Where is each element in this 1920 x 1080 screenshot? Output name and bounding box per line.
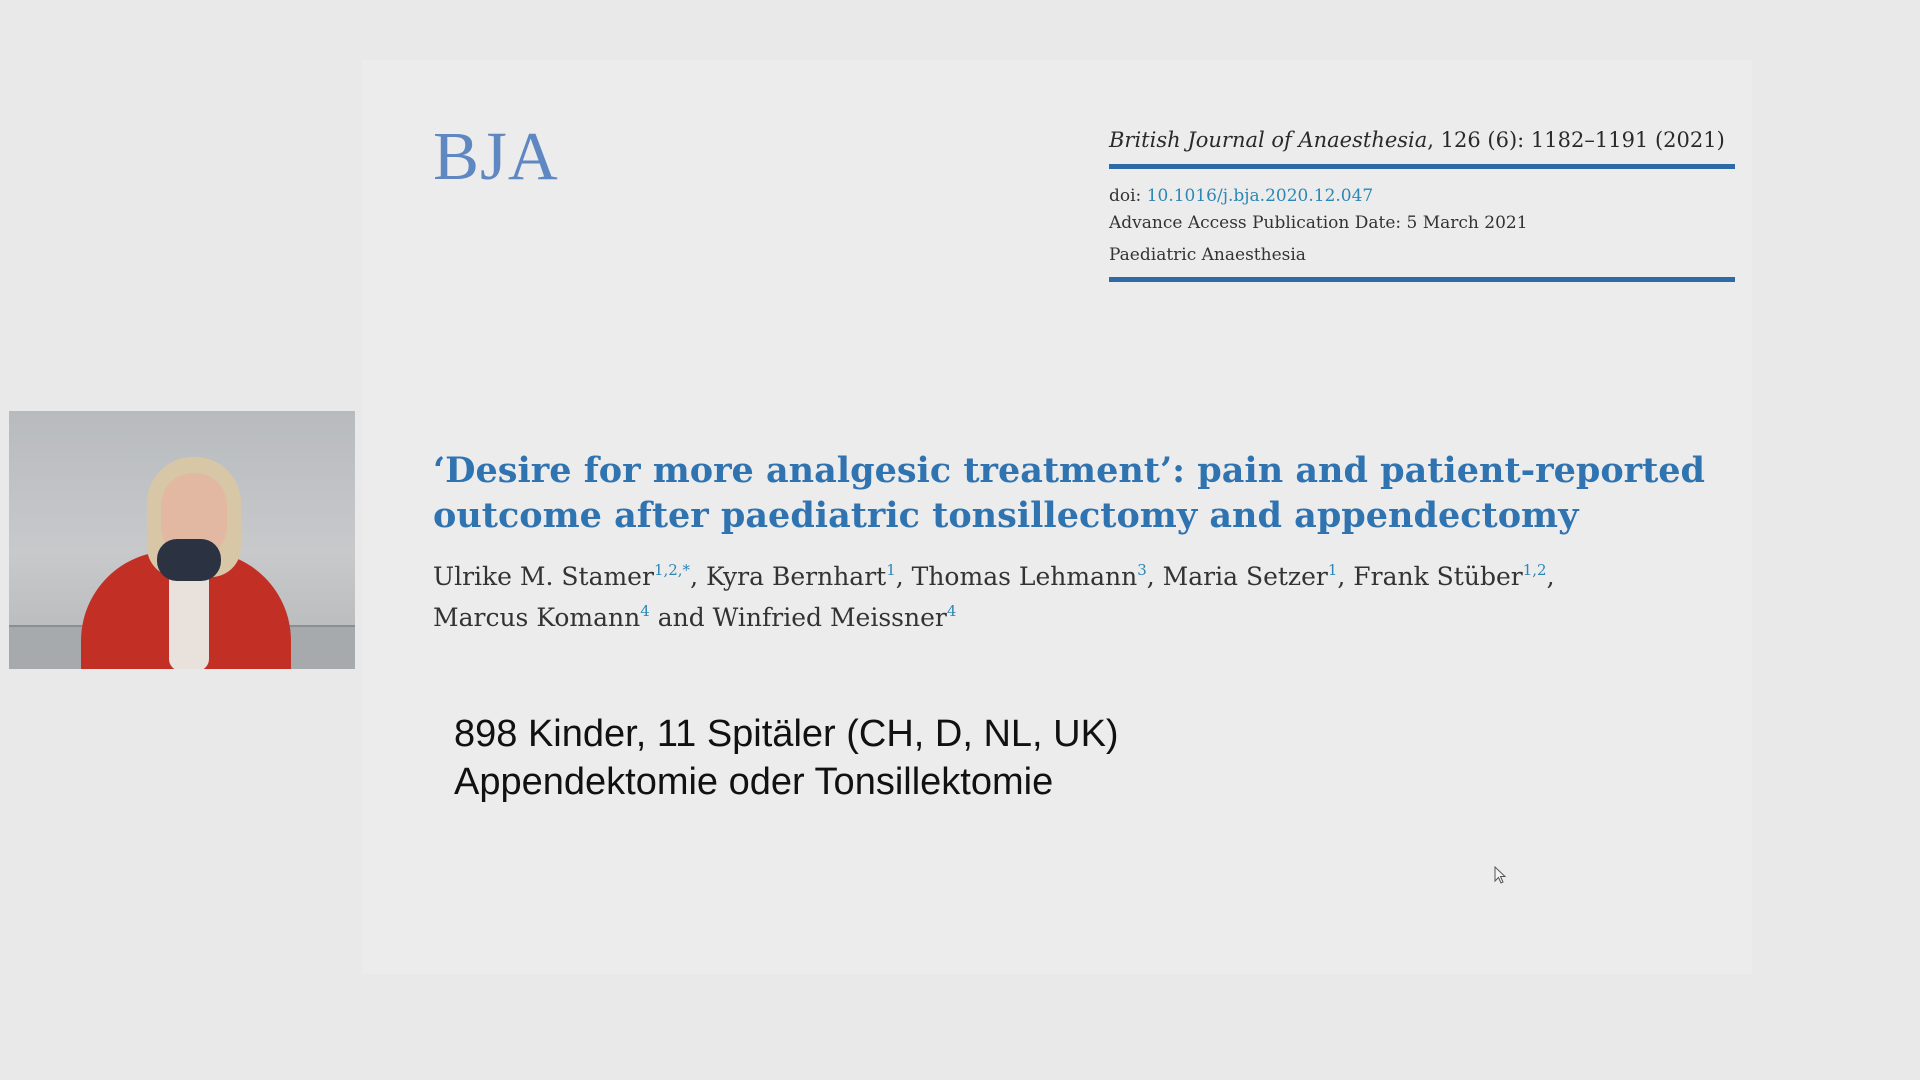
author-affiliation: 4 xyxy=(640,602,650,620)
author-affiliation: 1 xyxy=(1327,561,1338,579)
author-separator: , xyxy=(690,562,706,591)
citation-details: , 126 (6): 1182–1191 (2021) xyxy=(1427,128,1725,152)
meta-lines xyxy=(1109,169,1735,277)
author-name: Kyra Bernhart xyxy=(705,562,887,591)
section-label: Paediatric Anaesthesia xyxy=(1109,245,1306,265)
author-separator: , xyxy=(1337,562,1354,591)
author-affiliation: 4 xyxy=(946,602,957,620)
author-name: Ulrike M. Stamer xyxy=(433,562,654,591)
doi-line xyxy=(1109,183,1735,210)
mouse-cursor-icon xyxy=(1494,866,1508,886)
article-meta-block xyxy=(1109,128,1735,282)
author-name: Marcus Komann xyxy=(433,603,641,632)
presenter-scarf xyxy=(157,539,221,581)
author-separator: , xyxy=(1546,562,1555,591)
author-affiliation: 3 xyxy=(1137,561,1147,579)
author-affiliation: 1 xyxy=(886,561,896,579)
author xyxy=(912,562,1163,591)
author-affiliation: 1,2 xyxy=(1522,561,1547,579)
author xyxy=(706,562,912,591)
journal-logo: BJA xyxy=(433,118,559,194)
doi-link[interactable]: 10.1016/j.bja.2020.12.047 xyxy=(1146,186,1374,206)
citation-line xyxy=(1109,128,1735,164)
journal-name: British Journal of Anaesthesia xyxy=(1109,128,1428,152)
author-separator: , xyxy=(1146,562,1163,591)
author-name: Frank Stüber xyxy=(1353,562,1523,591)
presenter-webcam-video xyxy=(9,411,355,669)
author-affiliation: 1,2,* xyxy=(653,561,691,579)
author-separator: , xyxy=(895,562,912,591)
notes-line-1: 898 Kinder, 11 Spitäler (CH, D, NL, UK) xyxy=(454,713,1119,755)
author-separator: and xyxy=(649,603,713,632)
author xyxy=(433,562,706,591)
author xyxy=(1163,562,1354,591)
author xyxy=(713,603,957,632)
bottom-divider xyxy=(1109,277,1735,282)
publication-date: Advance Access Publication Date: 5 March 2021 xyxy=(1109,213,1528,233)
author-name: Thomas Lehmann xyxy=(911,562,1138,591)
author-name: Maria Setzer xyxy=(1162,562,1328,591)
author xyxy=(1353,562,1554,591)
author-name: Winfried Meissner xyxy=(712,603,947,632)
article-title: ‘Desire for more analgesic treatment’: pain and patient-reported outcome after paediatric tonsillectomy and appendectomy xyxy=(433,450,1706,536)
author-list xyxy=(433,556,1753,638)
notes-line-2: Appendektomie oder Tonsillektomie xyxy=(454,761,1054,803)
doi-label: doi: xyxy=(1109,186,1147,206)
slide-notes xyxy=(454,710,1354,806)
author xyxy=(433,603,713,632)
